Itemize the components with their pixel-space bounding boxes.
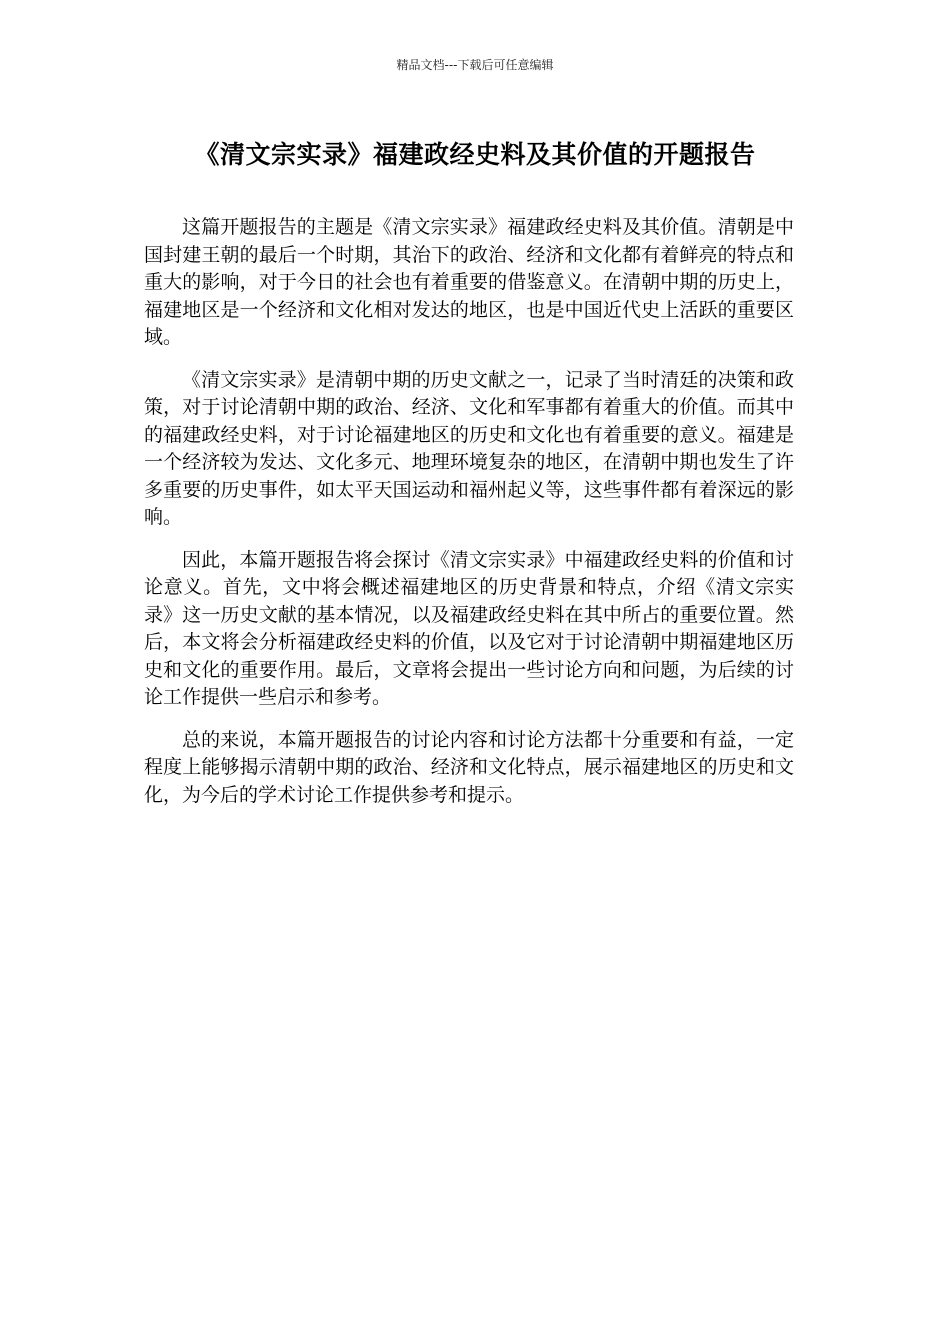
document-title: 《清文宗实录》福建政经史料及其价值的开题报告 bbox=[194, 140, 756, 169]
paragraph-3: 因此，本篇开题报告将会探讨《清文宗实录》中福建政经史料的价值和讨论意义。首先，文中将会概述福建地区的历史背景和特点，介绍《清文宗实录》这一历史文献的基本情况，以及福建政经史料在其中所占的重要位置。然后，本文将会分析福建政经史料的价值，以及它对于讨论清朝中期福建地区历史和文化的重要作用。最后，文章将会提出一些讨论方向和问题，为后续的讨论工作提供一些启示和参考。 bbox=[144, 548, 794, 708]
paragraph-4: 总的来说，本篇开题报告的讨论内容和讨论方法都十分重要和有益，一定程度上能够揭示清朝中期的政治、经济和文化特点，展示福建地区的历史和文化，为今后的学术讨论工作提供参考和提示。 bbox=[144, 728, 794, 806]
document-body bbox=[144, 214, 794, 824]
header-note: 精品文档---下载后可任意编辑 bbox=[396, 58, 554, 72]
paragraph-1: 这篇开题报告的主题是《清文宗实录》福建政经史料及其价值。清朝是中国封建王朝的最后一个时期，其治下的政治、经济和文化都有着鲜亮的特点和重大的影响，对于今日的社会也有着重要的借鉴意义。在清朝中期的历史上，福建地区是一个经济和文化相对发达的地区，也是中国近代史上活跃的重要区域。 bbox=[144, 216, 794, 348]
paragraph-2: 《清文宗实录》是清朝中期的历史文献之一，记录了当时清廷的决策和政策，对于讨论清朝中期的政治、经济、文化和军事都有着重大的价值。而其中的福建政经史料，对于讨论福建地区的历史和文化也有着重要的意义。福建是一个经济较为发达、文化多元、地理环境复杂的地区，在清朝中期也发生了许多重要的历史事件，如太平天国运动和福州起义等，这些事件都有着深远的影响。 bbox=[144, 368, 794, 528]
